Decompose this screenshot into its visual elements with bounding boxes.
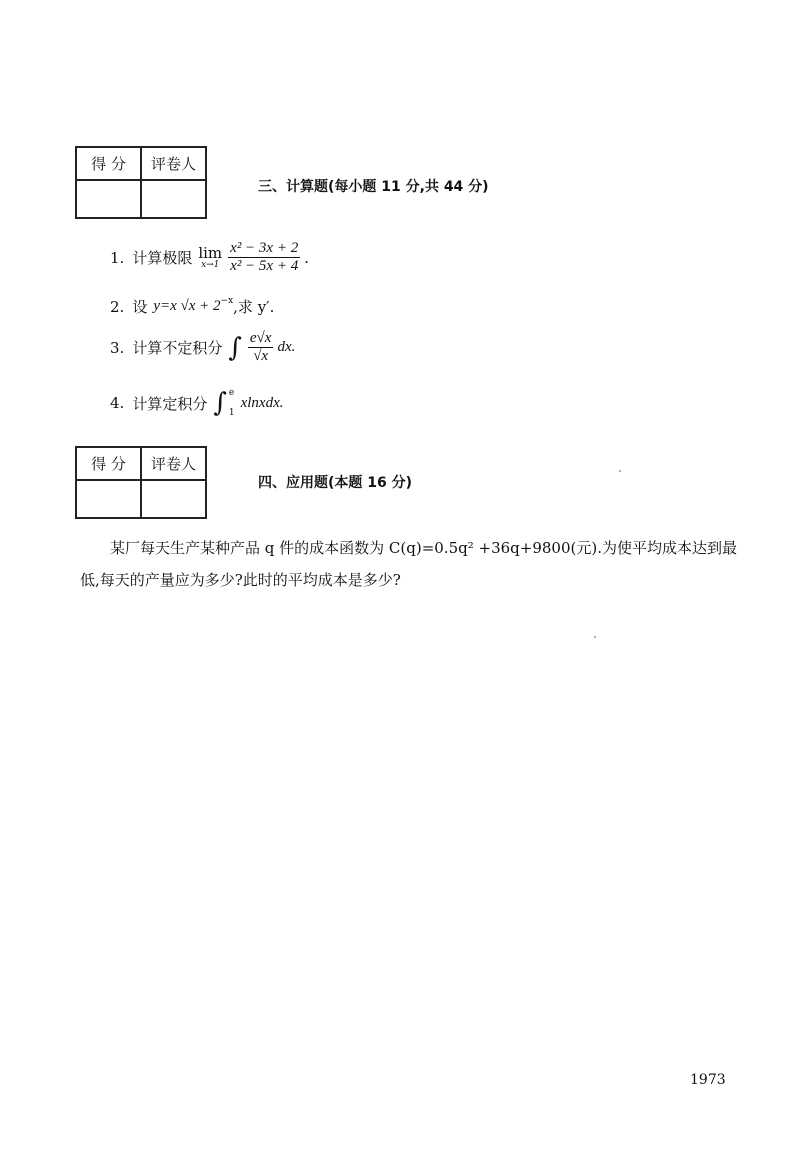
question-1: 1. 计算极限 lim x→1 $\frac{\text{x² − 3x + 2}}{\text{x² − 5x + 4}}$ .: [110, 240, 309, 274]
integral-sign: ∫: [228, 332, 242, 363]
scan-speck: [619, 470, 621, 472]
page-number: 1973: [690, 1072, 726, 1088]
scan-speck: [594, 636, 596, 638]
question-4: 4. 计算定积分 ∫ e 1 xlnxdx.: [110, 388, 284, 418]
application-problem: 某厂每天生产某种产品 q 件的成本函数为 C(q)=0.5q² +36q+9800(元).为使平均成本达到最低,每天的产量应为多少?此时的平均成本是多少?: [80, 539, 737, 589]
question-2: 2. 设 y=x √x + 2 $^{-x}$ ,求 y′.: [110, 296, 275, 316]
section4-title: 四、应用题(本题 16 分): [258, 475, 413, 491]
score-label: 得 分: [76, 147, 141, 180]
grader-label: 评卷人: [141, 447, 206, 480]
integrand-fraction: $\frac{e√x}{√x}$: [249, 330, 272, 364]
grader-cell: [141, 180, 206, 218]
question-3: 3. 计算不定积分 ∫ $\frac{e√x}{√x}$ dx.: [110, 330, 296, 364]
limit-operator: lim x→1: [198, 243, 223, 270]
score-table-section3: [75, 146, 207, 219]
grader-label: 评卷人: [141, 147, 206, 180]
score-cell: [76, 480, 141, 518]
grader-cell: [141, 480, 206, 518]
score-table-section4: [75, 446, 207, 519]
score-label: 得 分: [76, 447, 141, 480]
section3-title: 三、计算题(每小题 11 分,共 44 分): [258, 179, 489, 195]
score-cell: [76, 180, 141, 218]
integral-limits: e 1: [228, 388, 235, 418]
limit-fraction: $\frac{\text{x² − 3x + 2}}{\text{x² − 5x + 4}}$: [230, 240, 299, 274]
definite-integral-sign: ∫: [213, 388, 227, 418]
